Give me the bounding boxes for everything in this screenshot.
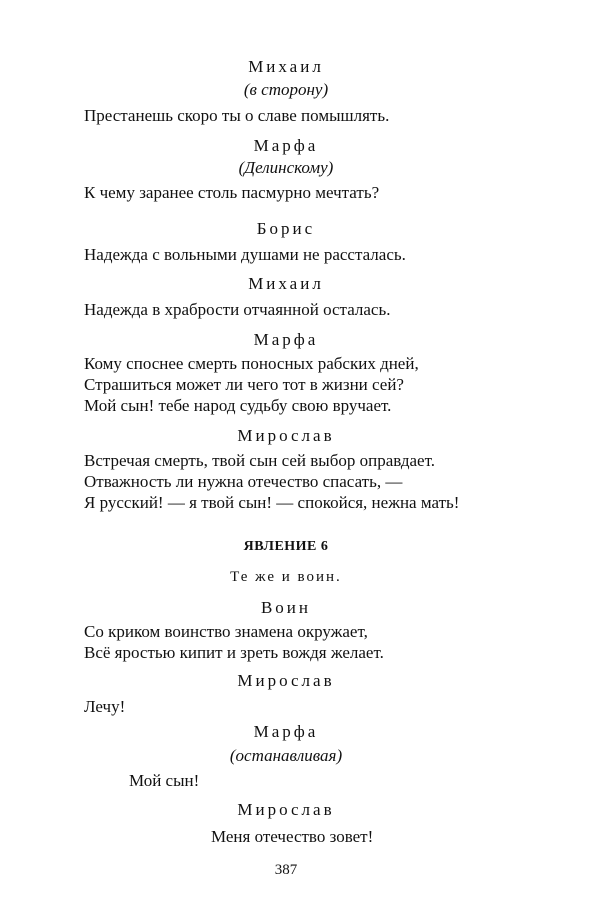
speaker-name: Мирослав: [237, 671, 335, 690]
speaker-name: Михаил: [248, 57, 324, 76]
speaker-name: Марфа: [253, 722, 319, 741]
verse-line: Кому споснее смерть поносных рабских дней,: [84, 354, 419, 373]
verse-line: Мой сын! тебе народ судьбу свою вручает.: [84, 396, 392, 415]
speaker-name: Марфа: [253, 136, 319, 155]
scene-title: ЯВЛЕНИЕ 6: [243, 539, 329, 554]
verse-line: Страшиться может ли чего тот в жизни сей?: [84, 375, 404, 394]
verse-line: Меня отечество зовет!: [211, 827, 374, 846]
verse-line: Надежда в храбрости отчаянной осталась.: [84, 300, 391, 319]
verse-line: Отважность ли нужна отечество спасать, —: [84, 472, 403, 491]
page-number: 387: [274, 862, 298, 878]
verse-line: Со криком воинство знамена окружает,: [84, 622, 368, 641]
scene-cast: Те же и воин.: [230, 569, 342, 585]
speaker-name: Мирослав: [237, 800, 335, 819]
stage-direction: (в сторону): [243, 80, 329, 99]
verse-line: Встречая смерть, твой сын сей выбор оправдает.: [84, 451, 435, 470]
verse-line: Надежда с вольными душами не рассталась.: [84, 245, 406, 264]
verse-line: Лечу!: [84, 697, 126, 716]
speaker-name: Михаил: [248, 274, 324, 293]
speaker-name: Воин: [260, 598, 312, 617]
stage-direction: (останавливая): [229, 746, 343, 765]
verse-line: Мой сын!: [129, 771, 200, 790]
verse-line: Престанешь скоро ты о славе помышлять.: [84, 106, 390, 125]
verse-line: Я русский! — я твой сын! — спокойся, нежна мать!: [84, 493, 460, 512]
speaker-name: Мирослав: [237, 426, 335, 445]
stage-direction: (Делинскому): [238, 158, 334, 177]
verse-line: К чему заранее столь пасмурно мечтать?: [84, 183, 380, 202]
speaker-name: Марфа: [253, 330, 319, 349]
speaker-name: Борис: [256, 219, 316, 238]
verse-line: Всё яростью кипит и зреть вождя желает.: [84, 643, 384, 662]
